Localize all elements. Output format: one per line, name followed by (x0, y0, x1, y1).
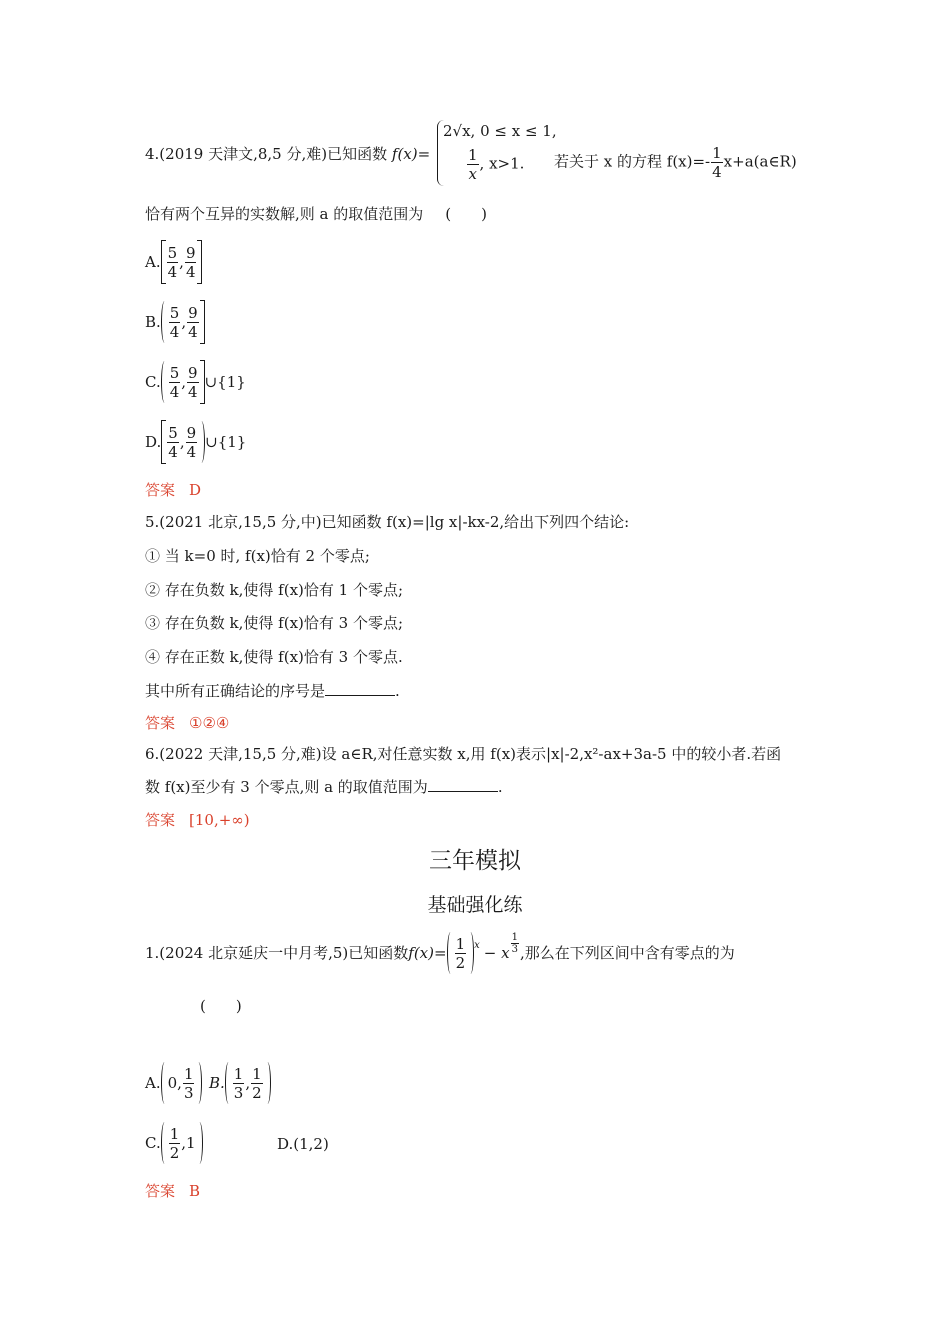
section-title: 三年模拟 (429, 848, 521, 874)
q5-answer: 答案 ①②④ (145, 714, 230, 732)
q4-option-a[interactable]: A. $\frac{5}{4}$ , $\frac{9}{4}$ (145, 240, 202, 284)
q1-paren: ( ) (200, 997, 242, 1015)
q1-option-b[interactable]: B. $\frac{1}{3}$ , $\frac{1}{2}$ (209, 1062, 271, 1104)
q1-option-d[interactable]: D.(1,2) (277, 1135, 329, 1153)
q4-answer: 答案 D (145, 481, 202, 499)
q6-answer: 答案 [10,+∞) (145, 811, 250, 829)
piecewise-case-1: 2√x, 0 ≤ x ≤ 1, (443, 122, 557, 140)
q1-stem: 1.(2024 北京延庆一中月考,5)已知函数 f(x)= $\frac{1}{2}$ $^x$ − x $\frac{1}{3}$ ,那么在下列区间中含有零点的为 (145, 932, 735, 974)
q1-option-c[interactable]: C. $\frac{1}{2}$ , 1 (145, 1122, 203, 1164)
piecewise-case-2: $\frac{1}{x}$ , x>1. (468, 146, 525, 183)
q4-stem-equation: 若关于 x 的方程 f(x)=- $\frac{1}{4}$ x+a(a∈R) (554, 144, 797, 181)
fraction-1-4: $\frac{1}{4}$ (712, 144, 722, 181)
q5-conclusion-3: ③ 存在负数 k,使得 f(x)恰有 3 个零点; (145, 614, 404, 632)
q6-stem-line2: 数 f(x)至少有 3 个零点,则 a 的取值范围为 . (145, 778, 503, 796)
section-subtitle: 基础强化练 (427, 894, 523, 916)
q5-conclusion-2: ② 存在负数 k,使得 f(x)恰有 1 个零点; (145, 581, 404, 599)
q4-stem-line2: 恰有两个互异的实数解,则 a 的取值范围为 ( ) (145, 205, 487, 223)
q4-option-b[interactable]: B. $\frac{5}{4}$ , $\frac{9}{4}$ (145, 300, 205, 344)
q5-question: 其中所有正确结论的序号是 . (145, 682, 400, 700)
q4-stem-line1: 4.(2019 天津文,8,5 分,难)已知函数 f(x)= (145, 145, 431, 163)
q1-option-a[interactable]: A. 0 , $\frac{1}{3}$ (145, 1062, 202, 1104)
q1-answer: 答案 B (145, 1182, 201, 1200)
answer-blank[interactable] (325, 681, 395, 696)
fraction-1-over-x: $\frac{1}{x}$ (468, 146, 478, 183)
answer-blank[interactable] (428, 777, 498, 792)
q4-option-d[interactable]: D. $\frac{5}{4}$ , $\frac{9}{4}$ ∪{1} (145, 420, 246, 464)
q5-conclusion-1: ① 当 k=0 时, f(x)恰有 2 个零点; (145, 547, 370, 565)
q4-option-c[interactable]: C. $\frac{5}{4}$ , $\frac{9}{4}$ ∪{1} (145, 360, 246, 404)
q6-stem-line1: 6.(2022 天津,15,5 分,难)设 a∈R,对任意实数 x,用 f(x)表示|x|-2,x²-ax+3a-5 中的较小者.若函 (145, 745, 782, 763)
q5-conclusion-4: ④ 存在正数 k,使得 f(x)恰有 3 个零点. (145, 648, 403, 666)
q5-stem: 5.(2021 北京,15,5 分,中)已知函数 f(x)=|lg x|-kx-2,给出下列四个结论: (145, 513, 630, 531)
